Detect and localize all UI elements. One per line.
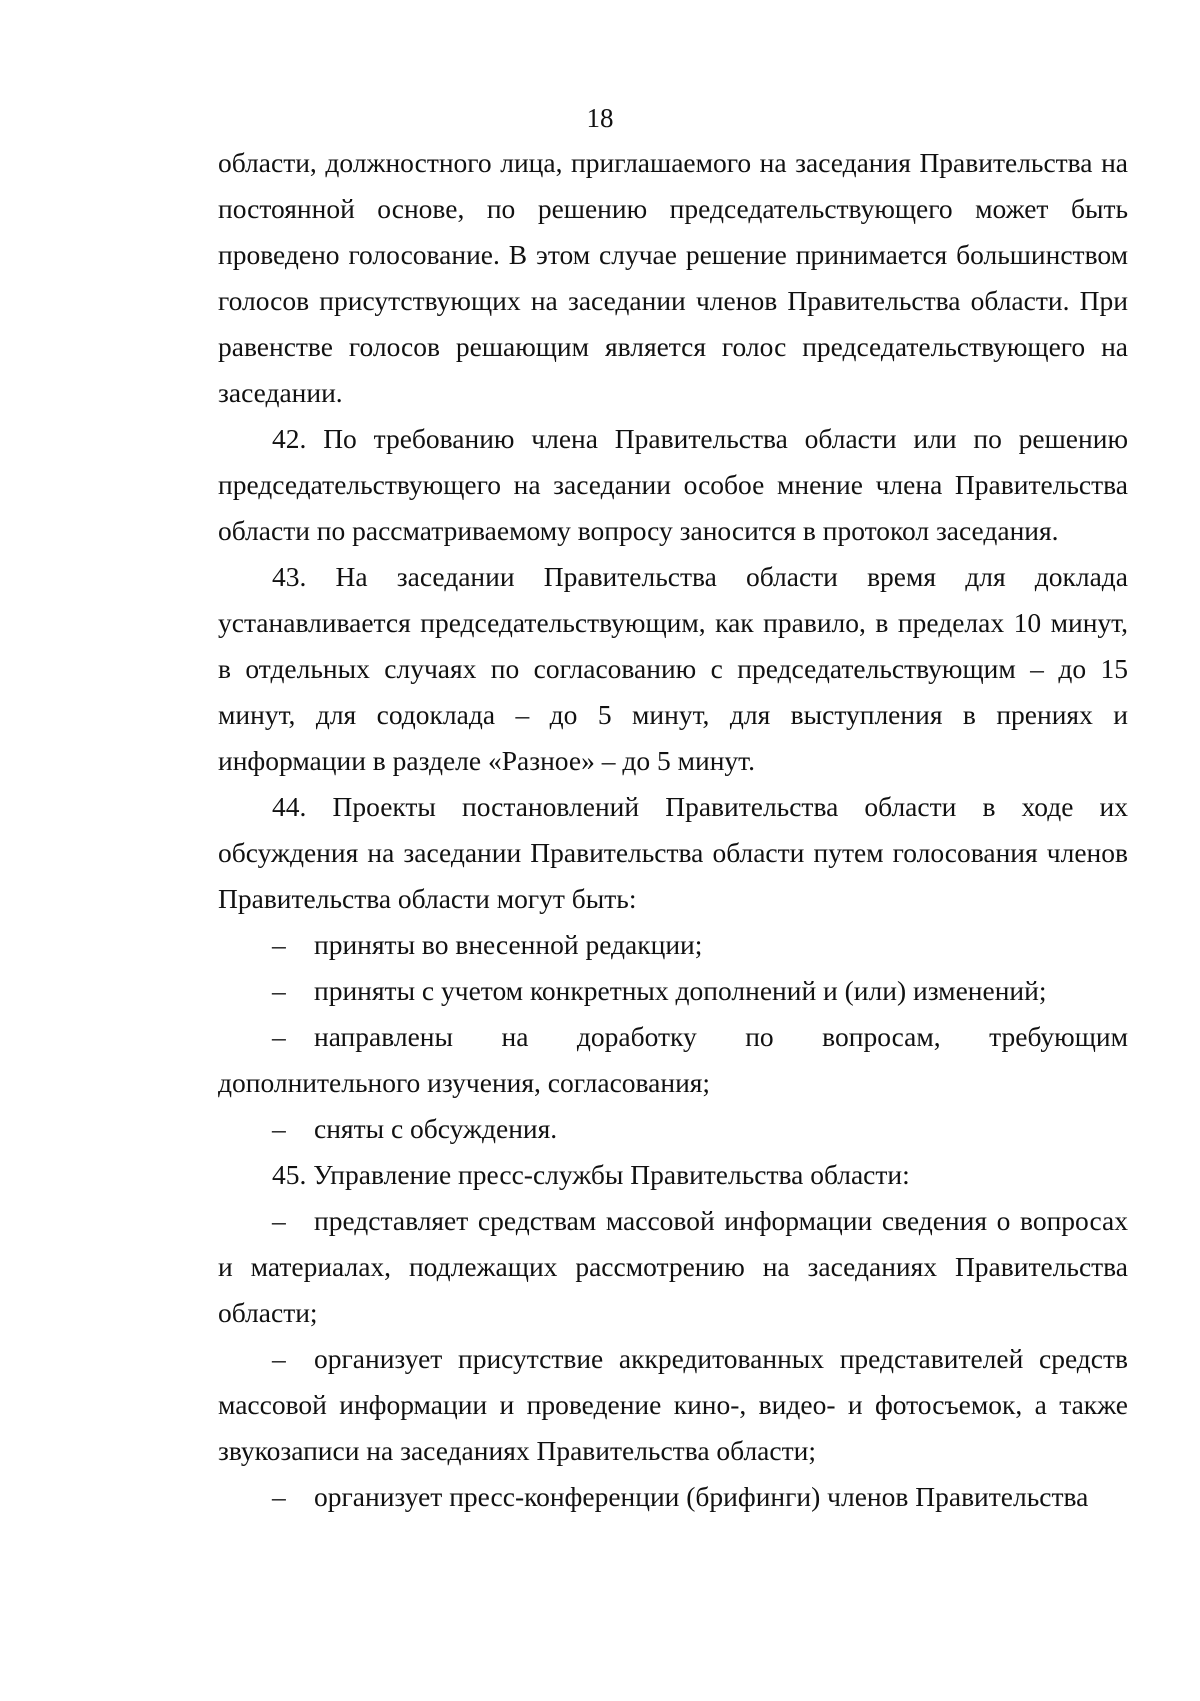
dash-bullet: – (272, 1343, 286, 1374)
list-item (218, 922, 1128, 968)
dash-bullet: – (272, 1205, 286, 1236)
dash-bullet: – (272, 1481, 286, 1512)
paragraph-42: 42. По требованию члена Правительства области или по решению председательствующего на заседании особое мнение члена Правительства области по рассматриваемому вопросу заносится в протокол заседания. (218, 423, 1128, 546)
list-item (218, 968, 1128, 1014)
list-item (218, 1014, 1128, 1106)
list-item-text: организует пресс-конференции (брифинги) членов Правительства (314, 1481, 1089, 1512)
list-item (218, 1106, 1128, 1152)
list-item-text: направлены на доработку по вопросам, требующим дополнительного изучения, согласования; (218, 1021, 1128, 1098)
list-item-text: представляет средствам массовой информации сведения о вопросах и материалах, подлежащих рассмотрению на заседаниях Правительства области; (218, 1205, 1128, 1328)
list-item-text: сняты с обсуждения. (314, 1113, 558, 1144)
list-item-text: организует присутствие аккредитованных представителей средств массовой информации и проведение кино-, видео- и фотосъемок, а также звукозаписи на заседаниях Правительства области; (218, 1343, 1128, 1466)
list-item (218, 1198, 1128, 1336)
list-item-text: приняты с учетом конкретных дополнений и (или) изменений; (314, 975, 1047, 1006)
document-body (218, 140, 1128, 1520)
list-item (218, 1474, 1128, 1520)
dash-bullet: – (272, 1113, 286, 1144)
dash-bullet: – (272, 929, 286, 960)
dash-bullet: – (272, 975, 286, 1006)
list-item (218, 1336, 1128, 1474)
page-number: 18 (586, 103, 614, 133)
list-item-text: приняты во внесенной редакции; (314, 929, 703, 960)
paragraph-44: 44. Проекты постановлений Правительства области в ходе их обсуждения на заседании Правительства области путем голосования членов Правительства области могут быть: (218, 791, 1128, 914)
paragraph-continuation: области, должностного лица, приглашаемого на заседания Правительства на постоянной основе, по решению председательствующего может быть проведено голосование. В этом случае решение принимается большинством голосов присутствующих на заседании членов Правительства области. При равенстве голосов решающим является голос председательствующего на заседании. (218, 147, 1128, 408)
paragraph-45: 45. Управление пресс-службы Правительства области: (272, 1159, 910, 1190)
dash-bullet: – (272, 1021, 286, 1052)
paragraph-43: 43. На заседании Правительства области время для доклада устанавливается председательствующим, как правило, в пределах 10 минут, в отдельных случаях по согласованию с председательствующим – до 15 минут, для содоклада – до 5 минут, для выступления в прениях и информации в разделе «Разное» – до 5 минут. (218, 561, 1128, 776)
